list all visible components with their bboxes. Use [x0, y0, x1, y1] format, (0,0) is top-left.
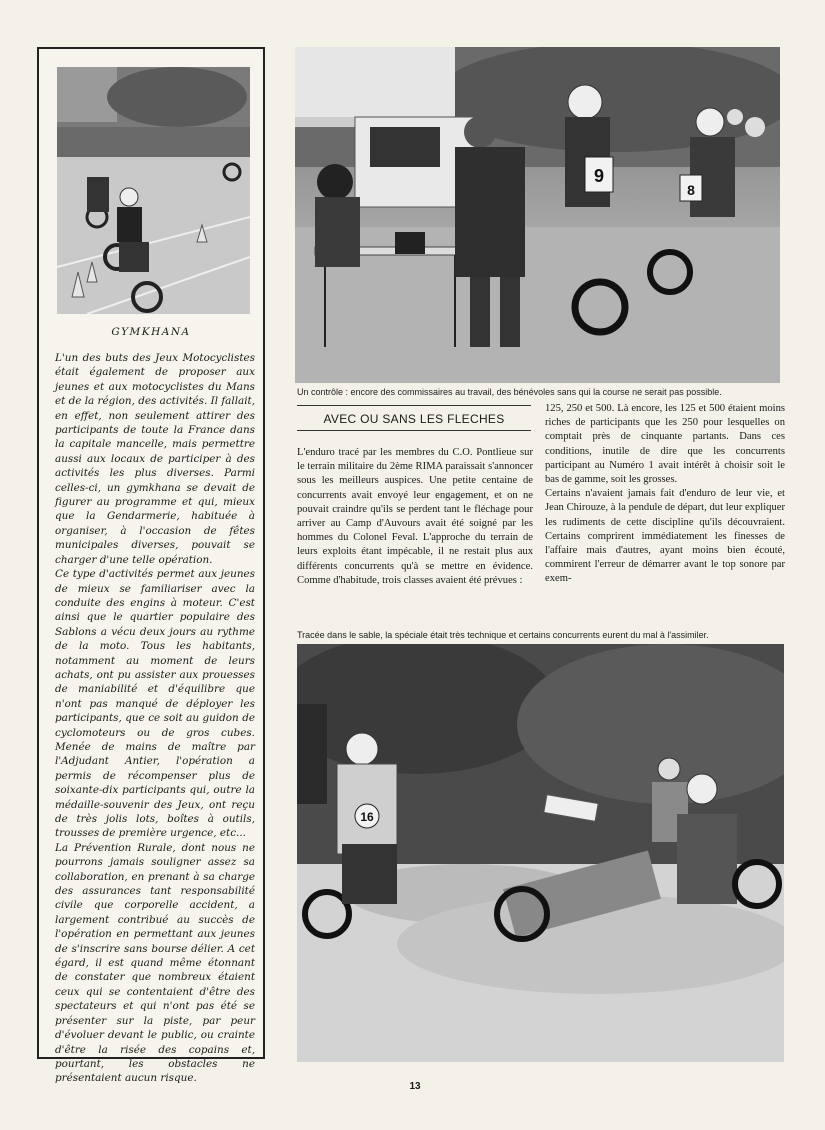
gymkhana-photo — [57, 67, 250, 314]
page-number: 13 — [409, 1081, 421, 1092]
article-paragraph: 125, 250 et 500. Là encore, les 125 et 500 étaient moins riches de participants que les 250 pour lesquelles on comptait près de cinquante partants. Dans ces conditions, inutile de dire que les concurrents participant au Numéro 1 avait intérêt à choisir soit le bas de gamme, soit les grosses. — [545, 403, 785, 486]
gymkhana-photo-illustration — [57, 67, 250, 314]
article-column-1 — [297, 446, 533, 588]
sand-special-photo — [297, 644, 784, 1062]
bib-number-16: 16 — [360, 810, 374, 824]
bib-number-8: 8 — [687, 182, 695, 198]
gymkhana-paragraph: Ce type d'activités permet aux jeunes de mieux se familiariser avec la conduite des engins à moteur. C'est ainsi que le quartier populaire des Sablons a vécu deux jours au rythme de la moto. Tous les habitants, notamment au moment de leurs achats, ont pu assister aux prouesses de maniabilité et d'équilibre que n'ont pas manqué de déployer les participants, que ce soit au guidon de cyclomoteurs ou de gros cubes. Menée de mains de maître par l'Adjudant Antier, l'opération a permis de récompenser plus de soixante-dix participants qui, outre la médaille-souvenir des Jeux, ont reçu de très jolis lots, boîtes à outils, trousses de première urgence, etc... — [55, 568, 255, 840]
article-paragraph: L'enduro tracé par les membres du C.O. Pontlieue sur le terrain militaire du 2ème RIMA paraissait s'annoncer sous les meilleurs auspices. Une petite centaine de concurrents avait envoyé leur engagement, et on ne pouvait craindre qu'ils se perdent tant le fléchage pour arriver au Camp d'Auvours avait été soigné par les hommes du Colonel Feval. L'approche du terrain de leurs exploits étant impécable, il ne restait plus aux différents concurrents qu'à se mettre en évidence. Comme d'habitude, trois classes avaient été prévues : — [297, 447, 533, 586]
article-paragraph: Certains n'avaient jamais fait d'enduro de leur vie, et Jean Chirouze, à la pendule de départ, dut leur expliquer les rudiments de cette discipline qu'ils découvraient. Certains comprirent immédiatement les finesses de l'affaire mais d'autres, ayant moins bien écouté, commirent l'erreur de démarrer avant le top sonore par exem- — [545, 488, 785, 585]
gymkhana-paragraph: La Prévention Rurale, dont nous ne pourrons jamais souligner assez sa collaboration, en prenant à sa charge des assurances tant responsabilité civile que corporelle accident, a largement contribué au succès de l'opération en permettant aux jeunes de s'inscrire sans bourse délier. A cet égard, il est quand même étonnant de constater que nombreux étaient ceux qui se contentaient d'être des spectateurs et qui n'ont pas été se présenter sur la piste, par peur d'évoluer devant le public, ou crainte d'être la risée des copains et, pourtant, les obstacles ne présentaient aucun risque. — [55, 841, 255, 1085]
bib-number-9: 9 — [593, 166, 605, 186]
gymkhana-title: GYMKHANA — [111, 326, 191, 338]
article-column-2 — [545, 402, 785, 587]
gymkhana-text — [55, 351, 255, 1086]
article-heading: AVEC OU SANS LES FLECHES — [297, 405, 531, 431]
sand-special-photo-illustration — [297, 644, 784, 1062]
gymkhana-paragraph: L'un des buts des Jeux Motocyclistes était également de proposer aux jeunes et aux motocyclistes du Mans et de la région, des activités. Il fallait, en effet, non seulement attirer des participants de toute la France dans la capitale mancelle, mais permettre aussi aux locaux de participer à des activités les plus diverses. Parmi celles-ci, un gymkhana se devait de figurer au programme et qui, mieux que la Gendarmerie, habituée à organiser, à l'occasion de fêtes municipales diverses, pouvait se charger d'une telle opération. — [55, 352, 256, 566]
caption-control-point: Un contrôle : encore des commissaires au travail, des bénévoles sans qui la course ne serait pas possible. — [297, 387, 722, 397]
control-point-photo-illustration — [295, 47, 780, 383]
caption-sand-special: Tracée dans le sable, la spéciale était très technique et certains concurrents eurent du mal à l'assimiler. — [297, 630, 709, 640]
control-point-photo — [295, 47, 780, 383]
gymkhana-sidebar — [37, 47, 265, 1085]
